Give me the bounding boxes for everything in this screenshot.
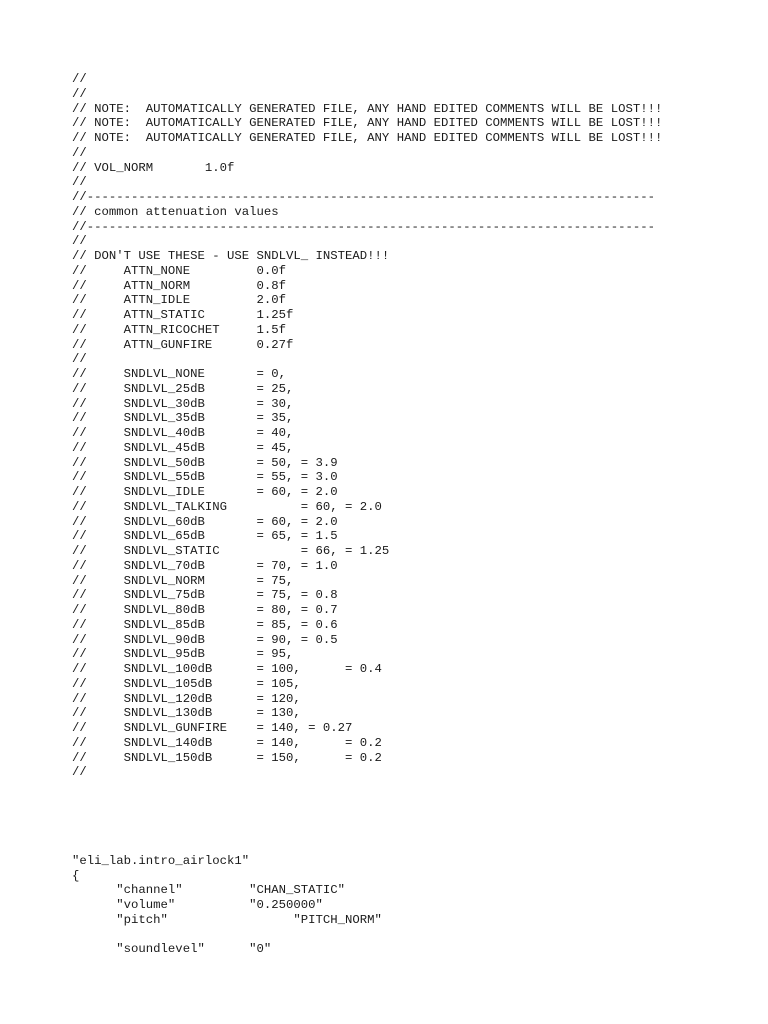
code-line: // [72, 352, 87, 367]
code-line: // SNDLVL_70dB = 70, = 1.0 [72, 558, 338, 573]
code-line: // SNDLVL_NONE = 0, [72, 367, 287, 381]
code-line: // ATTN_NONE 0.0f [72, 263, 287, 278]
code-line: // SNDLVL_105dB = 105, [72, 676, 301, 691]
code-line: // SNDLVL_GUNFIRE = 140, = 0.27 [72, 721, 353, 735]
blank-line [72, 780, 732, 795]
code-document [72, 72, 732, 957]
code-line: // [72, 765, 87, 780]
code-line: // SNDLVL_130dB = 130, [72, 706, 301, 721]
sound-entry-name: "eli_lab.intro_airlock1" [72, 853, 250, 868]
code-line: // SNDLVL_95dB = 95, [72, 647, 294, 662]
code-line: { [72, 868, 80, 883]
code-line: // ATTN_STATIC 1.25f [72, 308, 294, 322]
code-line: // SNDLVL_TALKING = 60, = 2.0 [72, 499, 382, 514]
code-line: // SNDLVL_100dB = 100, = 0.4 [72, 662, 382, 676]
code-line: // SNDLVL_STATIC = 66, = 1.25 [72, 544, 390, 558]
sound-property-soundlevel: "soundlevel" "0" [72, 942, 272, 957]
sound-property-channel: "channel" "CHAN_STATIC" [72, 883, 346, 898]
code-line: // SNDLVL_140dB = 140, = 0.2 [72, 735, 382, 750]
code-line: // SNDLVL_80dB = 80, = 0.7 [72, 603, 338, 617]
code-line: // SNDLVL_65dB = 65, = 1.5 [72, 529, 338, 544]
code-line: // ATTN_GUNFIRE 0.27f [72, 337, 294, 352]
blank-line [72, 810, 732, 825]
sound-property-pitch: "pitch" "PITCH_NORM" [72, 912, 382, 927]
code-line: // [72, 145, 87, 160]
code-line: // SNDLVL_45dB = 45, [72, 440, 294, 455]
code-line: // SNDLVL_75dB = 75, = 0.8 [72, 588, 338, 603]
blank-line [72, 795, 732, 810]
code-line: // DON'T USE THESE - USE SNDLVL_ INSTEAD!!! [72, 249, 390, 263]
code-line: // common attenuation values [72, 204, 279, 219]
code-line: // SNDLVL_55dB = 55, = 3.0 [72, 470, 338, 485]
code-line: // ATTN_NORM 0.8f [72, 278, 287, 293]
code-line: //----------------------------------------------------------------------------- [72, 219, 655, 234]
code-line: // SNDLVL_40dB = 40, [72, 426, 294, 440]
code-line: // SNDLVL_35dB = 35, [72, 411, 294, 426]
code-line: // SNDLVL_120dB = 120, [72, 691, 301, 706]
code-line: // SNDLVL_IDLE = 60, = 2.0 [72, 485, 338, 499]
code-line: // SNDLVL_30dB = 30, [72, 396, 294, 411]
code-line: // NOTE: AUTOMATICALLY GENERATED FILE, ANY HAND EDITED COMMENTS WILL BE LOST!!! [72, 101, 663, 116]
code-line: // SNDLVL_85dB = 85, = 0.6 [72, 617, 338, 632]
code-line: // NOTE: AUTOMATICALLY GENERATED FILE, ANY HAND EDITED COMMENTS WILL BE LOST!!! [72, 116, 663, 131]
code-line: // [72, 234, 87, 249]
code-line: // SNDLVL_25dB = 25, [72, 381, 294, 396]
code-line: // [72, 86, 87, 101]
code-line: // SNDLVL_NORM = 75, [72, 573, 294, 588]
blank-line [72, 824, 732, 839]
code-line: // SNDLVL_90dB = 90, = 0.5 [72, 632, 338, 647]
blank-line [72, 839, 732, 854]
blank-line [72, 928, 732, 943]
code-line: // SNDLVL_150dB = 150, = 0.2 [72, 750, 382, 765]
code-line: // VOL_NORM 1.0f [72, 160, 235, 175]
code-line: // ATTN_RICOCHET 1.5f [72, 322, 287, 337]
code-line: // ATTN_IDLE 2.0f [72, 293, 287, 308]
code-line: // SNDLVL_60dB = 60, = 2.0 [72, 514, 338, 529]
code-line: //----------------------------------------------------------------------------- [72, 190, 655, 204]
code-line: // [72, 72, 87, 86]
code-line: // SNDLVL_50dB = 50, = 3.9 [72, 455, 338, 470]
code-line: // [72, 175, 87, 190]
code-line: // NOTE: AUTOMATICALLY GENERATED FILE, ANY HAND EDITED COMMENTS WILL BE LOST!!! [72, 131, 663, 145]
sound-property-volume: "volume" "0.250000" [72, 898, 323, 912]
